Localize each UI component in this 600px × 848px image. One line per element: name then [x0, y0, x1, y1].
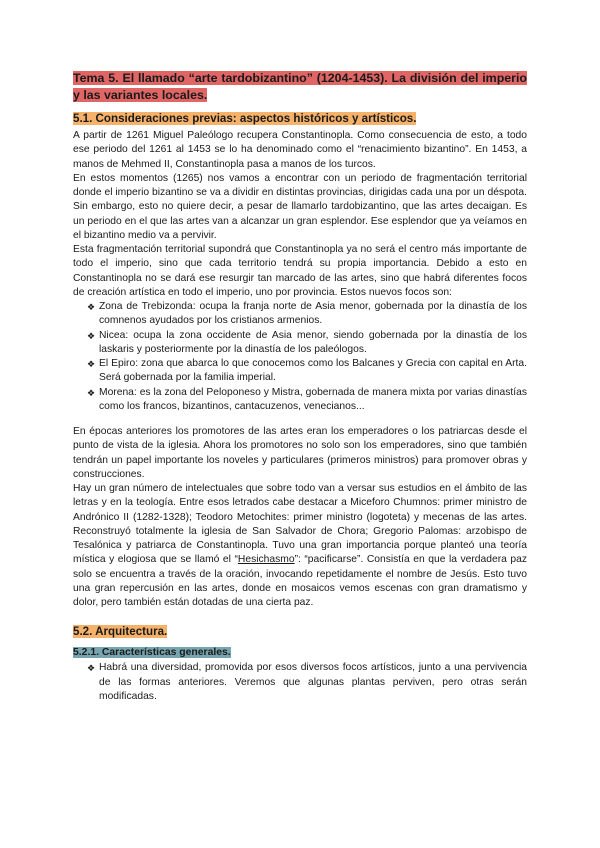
- hesichasmo-link[interactable]: Hesichasmo: [237, 554, 295, 566]
- diamond-bullet-icon: ❖: [87, 359, 96, 369]
- page-title: Tema 5. El llamado “arte tardobizantino” (1204-1453). La división del imperio y las variantes locales.: [73, 71, 527, 102]
- list-item: ❖ Habrá una diversidad, promovida por esos diversos focos artísticos, junto a una pervivencia de las formas anteriores. Veremos que algunas plantas perviven, pero otras serán modificadas.: [87, 662, 527, 702]
- document-content: [73, 70, 527, 704]
- section-heading-5-2: 5.2. Arquitectura.: [73, 625, 168, 639]
- paragraph: Hay un gran número de intelectuales que sobre todo van a versar sus estudios en el ámbito de las letras y en la teología. Entre esos letrados cabe destacar a Miceforo Chumnos: primer ministro de Andrónico II (1282-1328); Teodoro Metochites: primer ministro (logoteta) y mecenas de las artes. Reconstruyó totalmente la iglesia de San Salvador de Chora; Gregorio Palomas: arzobispo de Tesalónica y patriarca de Constantinopla. Tuvo una gran importancia porque planteó una teoría mística y elogiosa que se llamó el “Hesichasmo”: “pacificarse”. Consistía en que la verdadera paz solo se encuentra a través de la oración, invocando repetidamente el nombre de Jesús. Esto tuvo una gran repercusión en las artes, donde en mosaicos vemos escenas con gran dramatismo y dolor, pero también están dotadas de una cierta paz.: [73, 483, 527, 608]
- diamond-bullet-icon: ❖: [87, 330, 96, 341]
- list-item: ❖ El Epiro: zona que abarca lo que conocemos como los Balcanes y Grecia con capital en Arta. Será gobernada por la familia imperial.: [87, 358, 527, 384]
- list-item: ❖ Zona de Trebizonda: ocupa la franja norte de Asia menor, gobernada por la dinastía de los comnenos ayudados por los cristianos armenios.: [87, 301, 527, 327]
- subsection-heading-5-2-1: 5.2.1. Características generales.: [73, 647, 231, 659]
- diamond-bullet-icon: ❖: [87, 387, 96, 398]
- paragraph: Esta fragmentación territorial supondrá que Constantinopla ya no será el centro más importante de todo el imperio, sino que cada territorio tendrá su propia importancia. Debido a esto en Constantinopla no se dará ese resurgir tan marcado de las artes, sino que habrá diferentes focos de creación artística en todo el imperio, uno por provincia. Estos nuevos focos son:: [73, 244, 527, 298]
- paragraph: A partir de 1261 Miguel Paleólogo recupera Constantinopla. Como consecuencia de esto, a todo ese periodo del 1261 al 1453 se lo ha denominado como el “renacimiento bizantino”. En 1453, a manos de Mehmed II, Constantinopla pasa a manos de los turcos.: [73, 130, 527, 170]
- centers-list: [73, 300, 527, 414]
- architecture-list: [73, 661, 527, 704]
- diamond-bullet-icon: ❖: [87, 302, 96, 312]
- section-heading-5-1: 5.1. Consideraciones previas: aspectos históricos y artísticos.: [73, 112, 417, 125]
- list-item: ❖ Nicea: ocupa la zona occidente de Asia menor, siendo gobernada por la dinastía de los laskaris y posteriormente por la dinastía de los paleólogos.: [87, 329, 527, 355]
- paragraph: En épocas anteriores los promotores de las artes eran los emperadores o los patriarcas desde el punto de vista de la iglesia. Ahora los promotores no solo son los emperadores, sino que también tendrán un papel importante los noveles y particulares (primeros ministros) para promover obras y construcciones.: [73, 426, 527, 480]
- diamond-bullet-icon: ❖: [87, 663, 96, 674]
- spacer: [73, 610, 527, 621]
- spacer: [73, 414, 527, 425]
- paragraph: En estos momentos (1265) nos vamos a encontrar con un periodo de fragmentación territorial donde el imperio bizantino se va a dividir en distintas provincias, dirigidas cada una por un déspota. Sin embargo, esto no quiere decir, a pesar de llamarlo tardobizantino, que las artes decaigan. Es un periodo en el que las artes van a alcanzar un gran esplendor. Ese esplendor que ya veíamos en el bizantino medio va a pervivir.: [73, 172, 527, 241]
- list-item: ❖ Morena: es la zona del Peloponeso y Mistra, gobernada de manera mixta por varias dinastías como los francos, bizantinos, cantacuzenos, venecianos...: [87, 386, 527, 412]
